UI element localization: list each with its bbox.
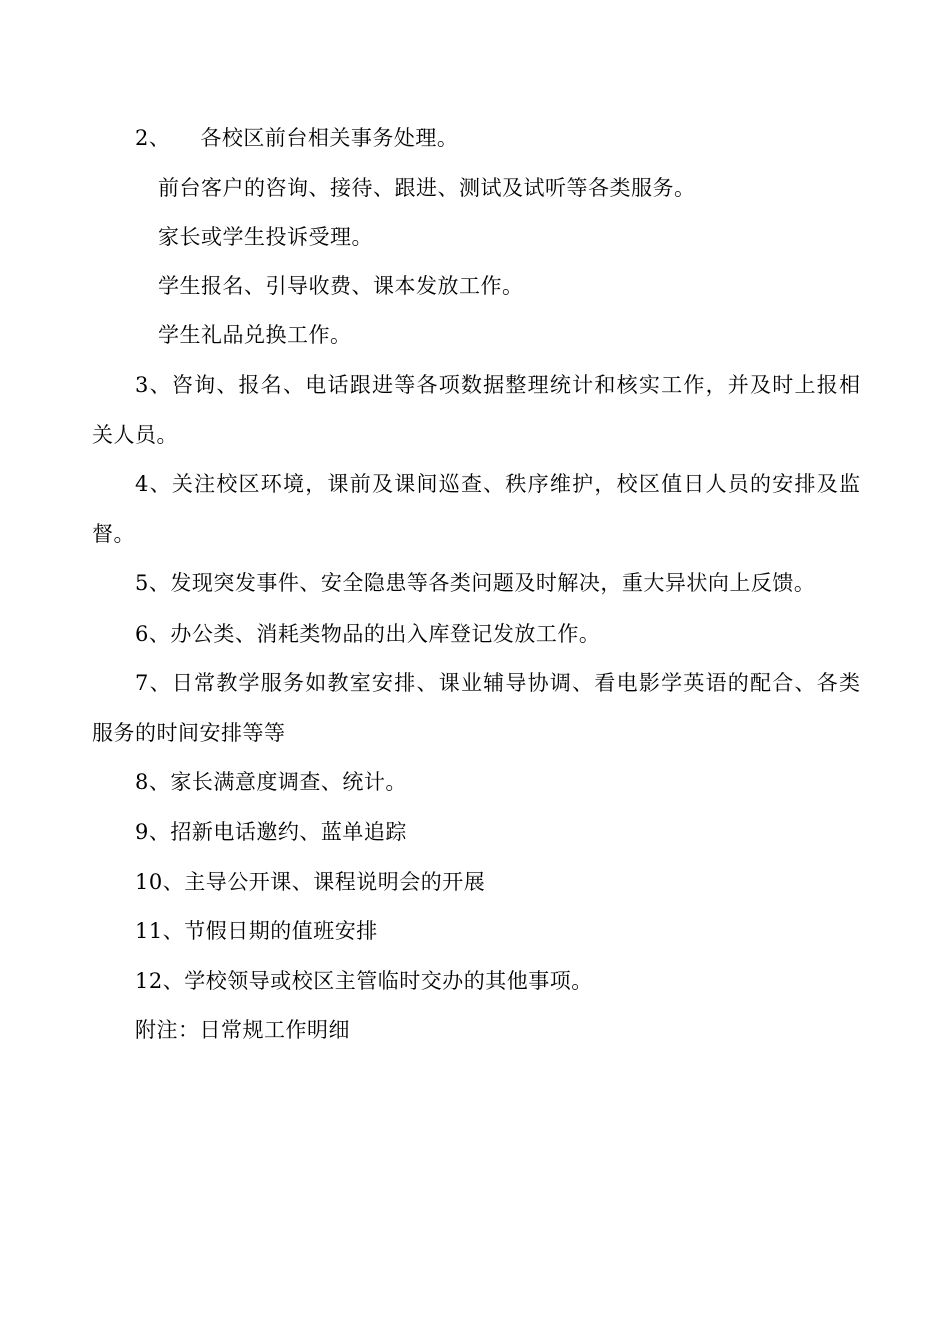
item-12: 12、学校领导或校区主管临时交办的其他事项。	[135, 969, 593, 993]
item-3-continuation: 关人员。	[92, 423, 178, 447]
item-11: 11、节假日期的值班安排	[135, 919, 378, 943]
item-9: 9、招新电话邀约、蓝单追踪	[135, 820, 407, 844]
item-2-text: 各校区前台相关事务处理。	[200, 126, 459, 150]
item-3: 3、咨询、报名、电话跟进等各项数据整理统计和核实工作，并及时上报相	[135, 373, 860, 397]
item-10: 10、主导公开课、课程说明会的开展	[135, 870, 486, 894]
item-5: 5、发现突发事件、安全隐患等各类问题及时解决，重大异状向上反馈。	[135, 571, 816, 595]
item-2	[135, 123, 458, 153]
item-2-number: 2、	[135, 126, 171, 150]
sub-item-gifts: 学生礼品兑换工作。	[158, 323, 352, 347]
appendix-note: 附注：日常规工作明细	[135, 1018, 350, 1042]
item-4: 4、关注校区环境，课前及课间巡查、秩序维护，校区值日人员的安排及监	[135, 472, 860, 496]
item-7: 7、日常教学服务如教室安排、课业辅导协调、看电影学英语的配合、各类	[135, 671, 860, 695]
item-7-continuation: 服务的时间安排等等	[92, 721, 286, 745]
item-4-continuation: 督。	[92, 522, 135, 546]
sub-item-consultation: 前台客户的咨询、接待、跟进、测试及试听等各类服务。	[158, 176, 696, 200]
sub-item-complaints: 家长或学生投诉受理。	[158, 225, 373, 249]
item-6: 6、办公类、消耗类物品的出入库登记发放工作。	[135, 622, 601, 646]
item-8: 8、家长满意度调查、统计。	[135, 770, 407, 794]
sub-item-registration: 学生报名、引导收费、课本发放工作。	[158, 274, 524, 298]
